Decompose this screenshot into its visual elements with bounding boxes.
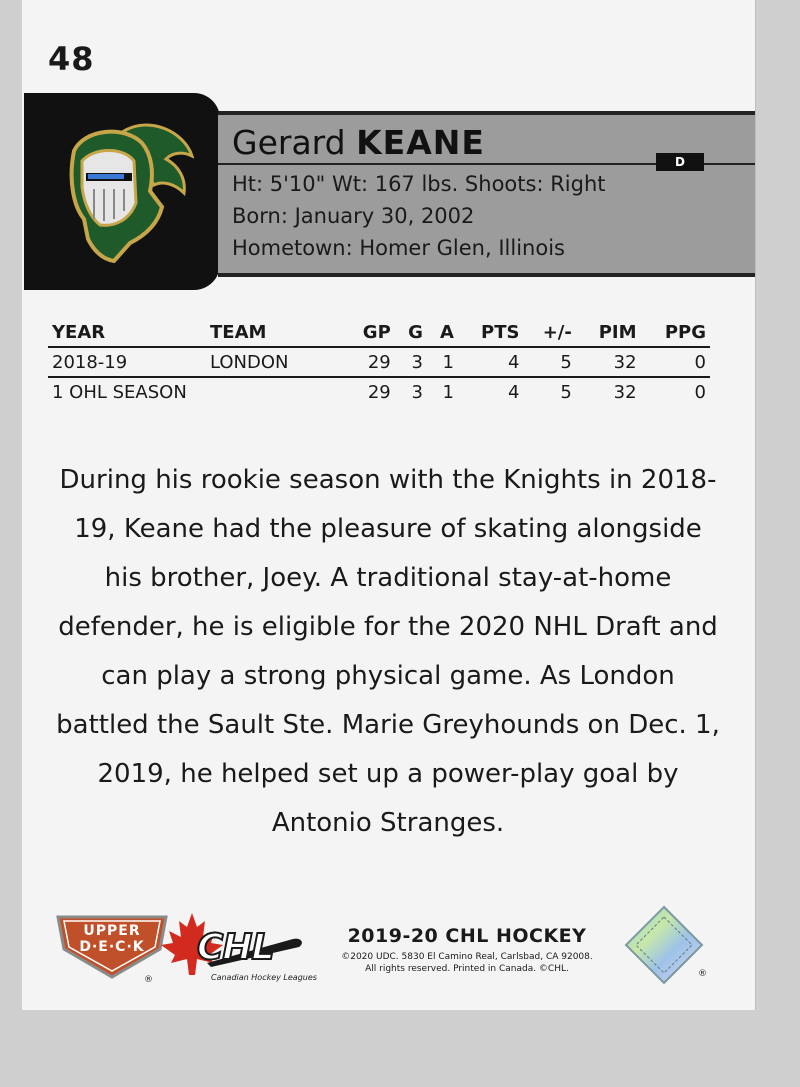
- stats-header-a: A: [427, 318, 458, 347]
- position-badge: D: [656, 153, 704, 171]
- player-info-band: [218, 111, 755, 277]
- stats-cell: 1: [442, 381, 454, 403]
- table-row: [48, 377, 710, 406]
- card-footer: [22, 895, 755, 995]
- stats-cell: 1 OHL SEASON: [52, 381, 187, 403]
- player-first-name: Gerard: [232, 123, 346, 162]
- player-blurb: During his rookie season with the Knights in 2018-19, Keane had the pleasure of skating alongside his brother, Joey. A traditional stay-at-home defender, he is eligible for the 2020 NHL Draft and can play a strong physical game. As London battled the Sault Ste. Marie Greyhounds on Dec. 1, 2019, he helped set up a power-play goal by Antonio Stranges.: [56, 465, 720, 838]
- legal-line-2: All rights reserved. Printed in Canada. ©CHL.: [365, 964, 569, 974]
- table-row: [48, 347, 710, 377]
- player-name: [232, 123, 485, 162]
- team-logo-box: [24, 93, 220, 290]
- stats-header-year: YEAR: [48, 318, 206, 347]
- stats-cell: LONDON: [206, 347, 344, 377]
- hologram-sticker: [622, 903, 706, 991]
- chl-wordmark: CHL: [197, 927, 274, 968]
- stats-cell: 0: [641, 347, 710, 377]
- stats-cell: 1: [427, 347, 458, 377]
- stats-cell: 5: [560, 381, 572, 403]
- stats-cell: 3: [411, 381, 423, 403]
- hologram-diamond-icon: [622, 903, 706, 987]
- bio-born: Born: January 30, 2002: [232, 204, 475, 228]
- registered-mark: ®: [698, 969, 707, 979]
- stats-table: [48, 318, 710, 406]
- chl-logo: [157, 903, 317, 983]
- stats-cell: 32: [576, 347, 641, 377]
- stats-cell: 32: [613, 381, 637, 403]
- knight-helmet-logo-icon: [54, 111, 194, 271]
- stats-header-g: G: [395, 318, 427, 347]
- chl-subtitle: Canadian Hockey Leagues: [211, 973, 317, 982]
- bio-measurements: Ht: 5'10" Wt: 167 lbs. Shoots: Right: [232, 172, 606, 196]
- bio-hometown: Hometown: Homer Glen, Illinois: [232, 236, 565, 260]
- stats-cell: 4: [507, 381, 520, 403]
- legal-line-1: ©2020 UDC. 5830 El Camino Real, Carlsbad, CA 92008.: [341, 952, 593, 962]
- stats-cell: 0: [694, 381, 706, 403]
- upper-deck-line1: UPPER: [83, 923, 141, 939]
- trading-card-back: [22, 0, 756, 1010]
- stats-header-team: TEAM: [206, 318, 344, 347]
- stats-cell: 29: [367, 381, 391, 403]
- stats-cell: 29: [344, 347, 395, 377]
- upper-deck-wordmark: [64, 923, 160, 955]
- stats-header-row: [48, 318, 710, 347]
- set-title: 2019-20 CHL HOCKEY: [347, 925, 587, 947]
- stats-header-ppg: PPG: [641, 318, 710, 347]
- stats-cell: [206, 377, 344, 406]
- upper-deck-logo: [52, 909, 172, 983]
- registered-mark: ®: [144, 975, 153, 985]
- player-last-name: KEANE: [356, 123, 485, 162]
- upper-deck-line2: D·E·C·K: [79, 939, 145, 955]
- legal-text: [322, 951, 612, 975]
- stats-cell: 5: [523, 347, 575, 377]
- stats-header-gp: GP: [344, 318, 395, 347]
- stats-cell: 2018-19: [48, 347, 206, 377]
- stats-header-plus-minus: +/-: [523, 318, 575, 347]
- stats-cell: 3: [395, 347, 427, 377]
- card-number: 48: [48, 40, 95, 78]
- stats-cell: 4: [458, 347, 524, 377]
- stats-header-pim: PIM: [576, 318, 641, 347]
- stats-header-pts: PTS: [458, 318, 524, 347]
